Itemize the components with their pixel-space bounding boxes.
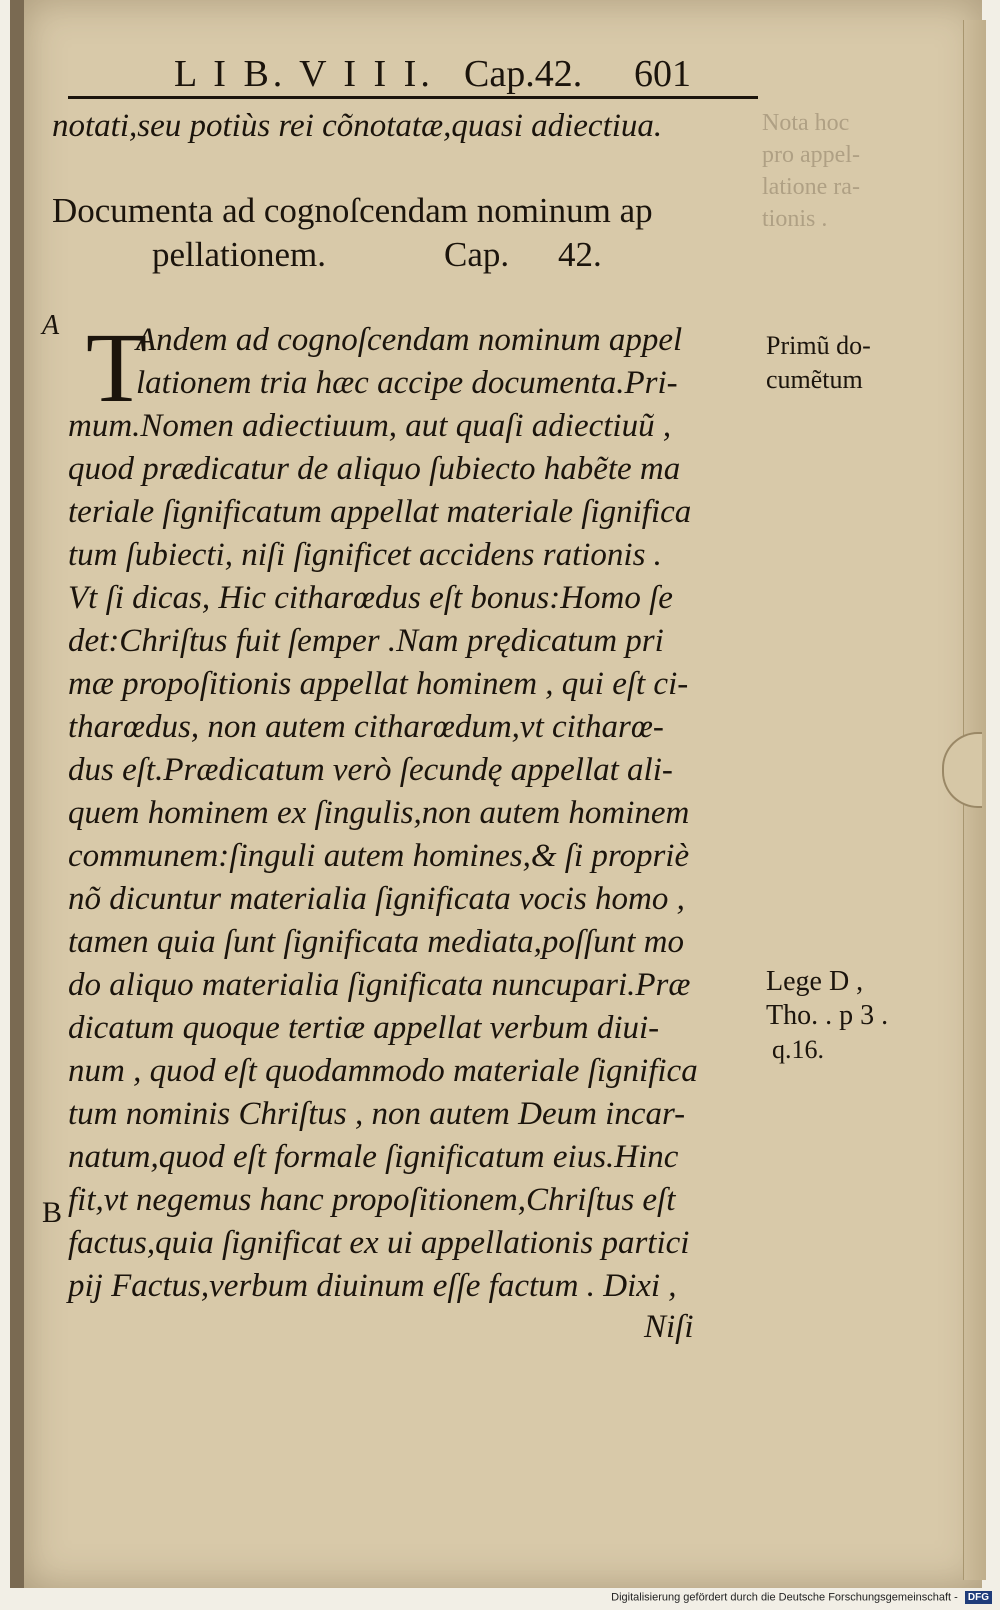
- body-line-5: teriale ſignificatum appellat materiale ſignifica: [68, 494, 692, 530]
- body-line-22: factus,quia ſignificat ex ui appellationis partici: [68, 1225, 690, 1261]
- book-page: [10, 0, 982, 1588]
- running-header: [74, 52, 754, 94]
- body-line-21: fit,vt negemus hanc propoſitionem,Chriſtus eſt: [68, 1182, 676, 1218]
- page-tab-notch: [942, 732, 982, 808]
- margin-note-primum-1: Primũ do-: [766, 331, 871, 360]
- chapter-title-line2: pellationem.: [152, 235, 326, 274]
- bleed-through-1: Nota hoc: [762, 110, 850, 136]
- header-book: L I B. V I I I.: [174, 53, 434, 95]
- body-line-11: dus eſt.Prædicatum verò ſecundę appellat ali-: [68, 752, 673, 788]
- bleed-through-2: pro appel-: [762, 142, 860, 168]
- footer-text: Digitalisierung gefördert durch die Deutsche Forschungsgemeinschaft -: [611, 1591, 958, 1604]
- body-line-10: tharœdus, non autem citharœdum,vt citharœ-: [68, 709, 664, 745]
- page-number: 601: [634, 53, 691, 95]
- body-line-14: nõ dicuntur materialia ſignificata vocis homo ,: [68, 881, 685, 917]
- chapter-title-number: 42.: [558, 235, 602, 274]
- chapter-title-cap: Cap.: [444, 235, 510, 274]
- body-line-1: Andem ad cognoſcendam nominum appel: [136, 322, 683, 358]
- dfg-logo-icon: DFG: [965, 1591, 992, 1604]
- digitization-footer: [611, 1591, 992, 1604]
- body-line-7: Vt ſi dicas, Hic citharœdus eſt bonus:Homo ſe: [68, 580, 673, 616]
- bleed-through-4: tionis .: [762, 206, 828, 232]
- chapter-title-line1: Documenta ad cognoſcendam nominum ap: [52, 191, 653, 230]
- body-line-20: natum,quod eſt formale ſignificatum eius.Hinc: [68, 1139, 679, 1175]
- body-line-13: communem:ſinguli autem homines,& ſi propriè: [68, 838, 690, 874]
- body-line-17: dicatum quoque tertiæ appellat verbum diui-: [68, 1010, 660, 1046]
- header-chapter: Cap.42.: [464, 53, 583, 95]
- margin-note-lege-1: Lege D ,: [766, 966, 864, 997]
- drop-cap: T: [86, 312, 148, 423]
- body-line-16: do aliquo materialia ſignificata nuncupari.Præ: [68, 967, 691, 1003]
- section-mark-a: A: [42, 310, 60, 341]
- margin-note-lege-2: Tho. . p 3 .: [766, 1000, 889, 1031]
- body-line-19: tum nominis Chriſtus , non autem Deum incar-: [68, 1096, 686, 1132]
- body-line-12: quem hominem ex ſingulis,non autem hominem: [68, 795, 690, 831]
- top-line: notati,seu potiùs rei cõnotatæ,quasi adiectiua.: [52, 108, 663, 144]
- body-line-4: quod prædicatur de aliquo ſubiecto habẽte ma: [68, 451, 681, 487]
- bleed-through-3: latione ra-: [762, 174, 860, 200]
- body-line-2: lationem tria hæc accipe documenta.Pri-: [136, 365, 678, 401]
- body-line-18: num , quod eſt quodammodo materiale ſignifica: [68, 1053, 698, 1089]
- body-line-15: tamen quia ſunt ſignificata mediata,poſſunt mo: [68, 924, 684, 960]
- body-line-3: mum.Nomen adiectiuum, aut quaſi adiectiuũ ,: [68, 408, 672, 444]
- header-rule: [68, 96, 758, 99]
- margin-note-lege-3: q.16.: [772, 1035, 824, 1064]
- body-line-6: tum ſubiecti, niſi ſignificet accidens rationis .: [68, 537, 662, 573]
- catchword: Niſi: [644, 1309, 694, 1345]
- section-mark-b: B: [42, 1196, 63, 1229]
- body-line-23: pij Factus,verbum diuinum eſſe factum . Dixi ,: [68, 1268, 677, 1304]
- body-line-8: det:Chriſtus fuit ſemper .Nam prędicatum pri: [68, 623, 664, 659]
- margin-note-primum-2: cumẽtum: [766, 365, 863, 394]
- body-line-9: mæ propoſitionis appellat hominem , qui eſt ci-: [68, 666, 689, 702]
